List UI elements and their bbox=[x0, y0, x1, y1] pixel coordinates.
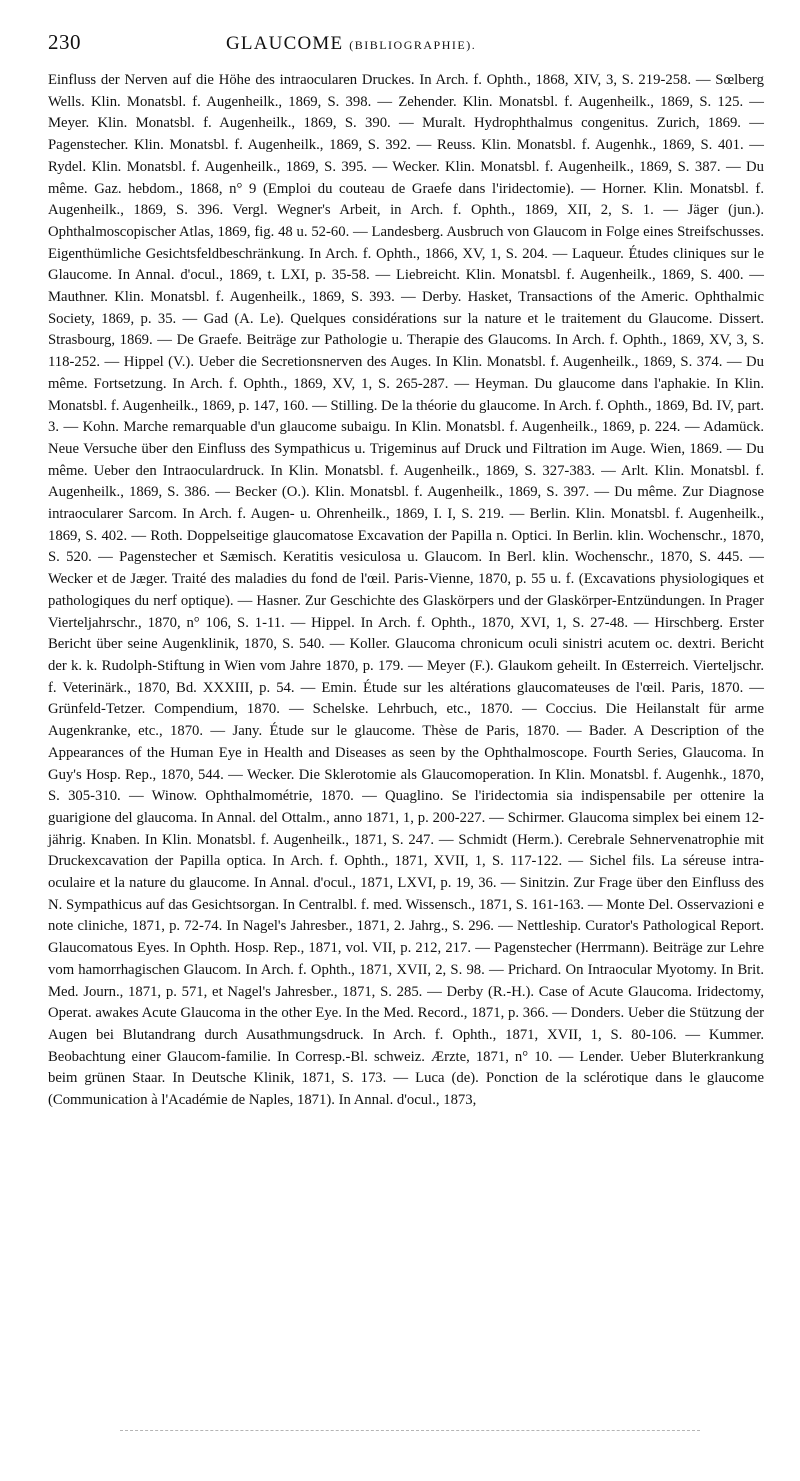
bibliography-text: Einfluss der Nerven auf die Höhe des intraocularen Druckes. In Arch. f. Ophth., 1868, XIV, 3, S. 219-258. — Sœlberg Wells. Klin. Monatsbl. f. Augenheilk., 1869, S. 398. — Zehender. Klin. Monatsbl. f. Augenheilk., 1869, S. 125. — Meyer. Klin. Monatsbl. f. Augenheilk., 1869, S. 390. — Muralt. Hydrophthalmus congenitus. Zurich, 1869. — Pagenstecher. Klin. Monatsbl. f. Augenheilk., 1869, S. 392. — Reuss. Klin. Monatsbl. f. Augenhk., 1869, S. 401. — Rydel. Klin. Monatsbl. f. Augenheilk., 1869, S. 395. — Wecker. Klin. Monatsbl. f. Augenheilk., 1869, S. 387. — Du même. Gaz. hebdom., 1868, n° 9 (Emploi du couteau de Graefe dans l'iridectomie). — Horner. Klin. Monatsbl. f. Augenheilk., 1869, S. 396. Vergl. Wegner's Arbeit, in Arch. f. Ophth., 1869, XII, 2, S. 1. — Jäger (jun.). Ophthalmoscopischer Atlas, 1869, fig. 48 u. 52-60. — Landesberg. Ausbruch von Glaucom in Folge eines Streifschusses. Eigenthümliche Gesichtsfeldbeschränkung. In Arch. f. Ophth., 1866, XV, 1, S. 204. — Laqueur. Études cliniques sur le Glaucome. In Annal. d'ocul., 1869, t. LXI, p. 35-58. — Liebreicht. Klin. Monatsbl. f. Augenheilk., 1869, S. 400. — Mauthner. Klin. Monatsbl. f. Augenheilk., 1869, S. 393. — Derby. Hasket, Transactions of the Americ. Ophthalmic Society, 1869, p. 35. — Gad (A. Le). Quelques considérations sur la nature et le traitement du Glaucome. Dissert. Strasbourg, 1869. — De Graefe. Beiträge zur Pathologie u. Therapie des Glaucoms. In Arch. f. Ophth., 1869, XV, 3, S. 118-252. — Hippel (V.). Ueber die Secretionsnerven des Auges. In Klin. Monatsbl. f. Augenheilk., 1869, S. 374. — Du même. Fortsetzung. In Arch. f. Ophth., 1869, XV, 1, S. 265-287. — Heyman. Du glaucome dans l'aphakie. In Klin. Monatsbl. f. Augenheilk., 1869, p. 147, 160. — Stilling. De la théorie du glaucome. In Arch. f. Ophth., 1869, Bd. IV, part. 3. — Kohn. Marche remarquable d'un glaucome subaigu. In Klin. Monatsbl. f. Augenheilk., 1869, p. 224. — Adamück. Neue Versuche über den Einfluss des Sympathicus u. Trigeminus auf Druck und Filtration im Auge. Wien, 1869. — Du même. Ueber den Intraoculardruck. In Klin. Monatsbl. f. Augenheilk., 1869, S. 327-383. — Arlt. Klin. Monatsbl. f. Augenheilk., 1869, S. 386. — Becker (O.). Klin. Monatsbl. f. Augenheilk., 1869, S. 397. — Du même. Zur Diagnose intraocularer Sarcom. In Arch. f. Augen- u. Ohrenheilk., 1869, I. I, S. 219. — Berlin. Klin. Monatsbl. f. Augenheilk., 1869, S. 402. — Roth. Doppelseitige glaucomatose Excavation der Papilla n. Optici. In Berlin. klin. Wochenschr., 1870, S. 520. — Pagenstecher et Sæmisch. Keratitis vesiculosa u. Glaucom. In Berl. klin. Wochenschr., 1870, S. 445. — Wecker et de Jæger. Traité des maladies du fond de l'œil. Paris-Vienne, 1870, p. 55 u. f. (Excavations physiologiques et pathologiques du nerf optique). — Hasner. Zur Geschichte des Glaskörpers und der Glaskörper-Entzündungen. In Prager Vierteljahrschr., 1870, n° 106, S. 1-11. — Hippel. In Arch. f. Ophth., 1870, XVI, 1, S. 27-48. — Hirschberg. Erster Bericht über seine Augenklinik, 1870, S. 540. — Koller. Glaucoma chronicum oculi sinistri acutem oc. dextri. Bericht der k. k. Rudolph-Stiftung in Wien vom Jahre 1870, p. 179. — Meyer (F.). Glaukom geheilt. In Œsterreich. Vierteljschr. f. Veterinärk., 1870, Bd. XXXIII, p. 54. — Emin. Étude sur les altérations glaucomateuses de l'œil. Paris, 1870. — Grünfeld-Tetzer. Compendium, 1870. — Schelske. Lehrbuch, etc., 1870. — Coccius. Die Heilanstalt für arme Augenkranke, etc., 1870. — Jany. Étude sur le glaucome. Thèse de Paris, 1870. — Bader. A Description of the Appearances of the Human Eye in Health and Diseases as seen by the Ophthalmoscope. Fourth Series, Glaucoma. In Guy's Hosp. Rep., 1870, 544. — Wecker. Die Sklerotomie als Glaucomoperation. In Klin. Monatsbl. f. Augenhk., 1870, S. 305-310. — Winow. Ophthalmométrie, 1870. — Quaglino. Se l'iridectomia sia indispensabile per ottenire la guarigione del glaucoma. In Annal. del Ottalm., anno 1871, 1, p. 200-227. — Schirmer. Glaucoma simplex bei einem 12-jährig. Knaben. In Klin. Monatsbl. f. Augenheilk., 1871, S. 247. — Schmidt (Herm.). Cerebrale Sehnervenatrophie mit Druckexcavation der Papilla optica. In Arch. f. Ophth., 1871, XVII, 1, S. 117-122. — Sichel fils. La séreuse intra-oculaire et la nature du glaucome. In Annal. d'ocul., 1871, LXVI, p. 19, 36. — Sinitzin. Zur Frage über den Einfluss des N. Sympathicus auf das Gesichtsorgan. In Centralbl. f. med. Wissensch., 1871, S. 161-163. — Monte Del. Osservazioni e note cliniche, 1871, p. 72-74. In Nagel's Jahresber., 1871, 2. Jahrg., S. 296. — Nettleship. Curator's Pathological Report. Glaucomatous Eyes. In Ophth. Hosp. Rep., 1871, vol. VII, p. 212, 217. — Pagenstecher (Herrmann). Beiträge zur Lehre vom hamorrhagischen Glaucom. In Arch. f. Ophth., 1871, XVII, 2, S. 98. — Prichard. On Intraocular Myotomy. In Brit. Med. Journ., 1871, p. 571, et Nagel's Jahresber., 1871, S. 285. — Derby (R.-H.). Case of Acute Glaucoma. Iridectomy, Operat. awakes Acute Glaucoma in the other Eye. In the Med. Record., 1871, p. 366. — Donders. Ueber die Stützung der Augen bei Blutandrang durch Ausathmungsdruck. In Arch. f. Ophth., 1871, XVII, 1, S. 80-106. — Kummer. Beobachtung einer Glaucom-familie. In Corresp.-Bl. schweiz. Ærzte, 1871, n° 10. — Lender. Ueber Bluterkrankung beim grünen Staar. In Deutsche Klinik, 1871, S. 173. — Luca (de). Ponction de la sclérotique dans le glaucome (Communication à l'Académie de Naples, 1871). In Annal. d'ocul., 1873, bbox=[48, 72, 764, 1109]
running-title-main: GLAUCOME bbox=[226, 33, 344, 54]
page-number: 230 bbox=[48, 30, 81, 54]
running-title-subtitle: (BIBLIOGRAPHIE). bbox=[349, 38, 477, 52]
running-title bbox=[226, 33, 476, 55]
page-footer-rule bbox=[120, 1430, 700, 1431]
page-header bbox=[48, 30, 764, 60]
